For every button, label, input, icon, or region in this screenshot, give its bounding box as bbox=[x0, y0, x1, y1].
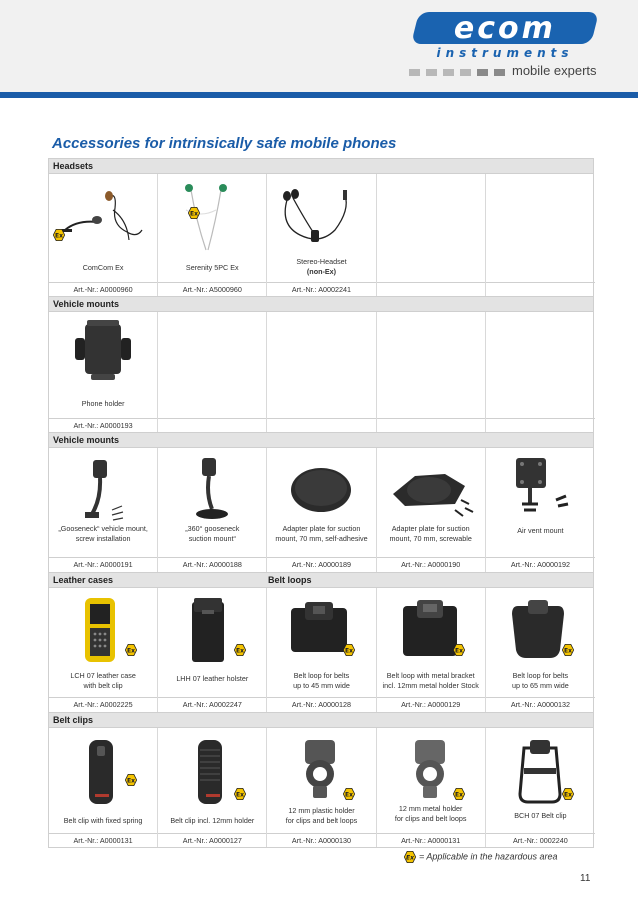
ex-icon bbox=[343, 644, 355, 656]
ecom-logo bbox=[415, 12, 595, 58]
empty-cell bbox=[486, 312, 595, 432]
empty-cell bbox=[377, 174, 486, 296]
product-12mm-metal-holder bbox=[377, 728, 486, 847]
product-bch07-belt-clip bbox=[486, 728, 595, 847]
article-number: Art.-Nr.: A0000188 bbox=[182, 560, 242, 569]
logo-sub: instruments bbox=[436, 46, 574, 60]
adapter-plate-image bbox=[385, 454, 477, 526]
product-name: „360° gooseneck suction mount“ bbox=[185, 524, 240, 543]
empty-cell bbox=[158, 312, 267, 432]
product-name: Belt clip with fixed spring bbox=[63, 816, 143, 825]
product-lch07-leather-case bbox=[49, 588, 158, 712]
tagline: mobile experts bbox=[512, 63, 597, 78]
phone-holder-image bbox=[57, 318, 149, 390]
empty-cell bbox=[267, 312, 376, 432]
product-air-vent-mount bbox=[486, 448, 595, 572]
product-belt-clip-fixed-spring bbox=[49, 728, 158, 847]
product-adapter-self-adhesive bbox=[267, 448, 376, 572]
ex-icon bbox=[234, 788, 246, 800]
section-label: Headsets bbox=[53, 161, 94, 171]
ex-icon bbox=[453, 644, 465, 656]
product-360-gooseneck bbox=[158, 448, 267, 572]
article-number: Art.-Nr.: A0000132 bbox=[510, 700, 570, 709]
header-rule bbox=[0, 92, 638, 98]
article-number: Art.-Nr.: A0002225 bbox=[73, 700, 133, 709]
product-name: Adapter plate for suction mount, 70 mm, screwable bbox=[389, 524, 472, 543]
section-headsets bbox=[48, 158, 594, 174]
product-belt-loop-65 bbox=[486, 588, 595, 712]
ex-icon bbox=[562, 644, 574, 656]
empty-cell bbox=[486, 174, 595, 296]
product-comcom-ex bbox=[49, 174, 158, 296]
product-name: 12 mm metal holder for clips and belt loops bbox=[394, 804, 467, 823]
article-number: Art.-Nr.: A0000191 bbox=[73, 560, 133, 569]
article-number: Art.-Nr.: A0002247 bbox=[182, 700, 242, 709]
section-vehicle-mounts bbox=[48, 432, 594, 448]
ex-icon bbox=[404, 851, 416, 863]
page-number: 11 bbox=[580, 873, 591, 884]
product-belt-loop-metal-bracket bbox=[377, 588, 486, 712]
row-vehicle-mounts-1 bbox=[48, 312, 594, 432]
product-belt-loop-45 bbox=[267, 588, 376, 712]
product-name: ComCom Ex bbox=[82, 263, 124, 272]
article-number: Art.-Nr.: A0000127 bbox=[182, 836, 242, 845]
article-number: Art.-Nr.: A0000192 bbox=[510, 560, 570, 569]
product-name: Serenity 5PC Ex bbox=[185, 263, 239, 272]
product-lhh07-leather-holster bbox=[158, 588, 267, 712]
ex-icon bbox=[125, 644, 137, 656]
row-headsets bbox=[48, 174, 594, 296]
logo-word: ecom bbox=[453, 11, 556, 46]
section-label: Vehicle mounts bbox=[53, 435, 120, 445]
product-name: Adapter plate for suction mount, 70 mm, self-adhesive bbox=[275, 524, 368, 543]
product-phone-holder bbox=[49, 312, 158, 432]
air-vent-mount-image bbox=[494, 454, 586, 526]
product-name: Stereo-Headset (non-Ex) bbox=[296, 257, 347, 276]
empty-cell bbox=[377, 312, 486, 432]
ex-legend bbox=[404, 851, 558, 863]
belt-clip-image bbox=[57, 734, 149, 806]
ex-icon bbox=[188, 207, 200, 219]
gooseneck-image bbox=[57, 454, 149, 526]
product-name: Belt loop for belts up to 45 mm wide bbox=[293, 671, 350, 690]
article-number: Art.-Nr.: A0000128 bbox=[291, 700, 352, 709]
headset-image bbox=[57, 180, 149, 252]
decorative-squares bbox=[409, 69, 505, 77]
section-label: Leather cases bbox=[53, 575, 114, 585]
section-label: Vehicle mounts bbox=[53, 299, 120, 309]
section-label: Belt clips bbox=[53, 715, 94, 725]
page-title: Accessories for intrinsically safe mobile phones bbox=[52, 135, 397, 152]
product-belt-clip-12mm bbox=[158, 728, 267, 847]
article-number: Art.-Nr.: A0000131 bbox=[73, 836, 133, 845]
headset-image bbox=[166, 180, 258, 252]
article-number: Art.-Nr.: A0000190 bbox=[401, 560, 461, 569]
article-number: Art.-Nr.: A0000131 bbox=[401, 836, 461, 845]
product-name: LHH 07 leather holster bbox=[176, 674, 249, 683]
product-name: Phone holder bbox=[81, 399, 125, 408]
product-adapter-screwable bbox=[377, 448, 486, 572]
article-number: Art.-Nr.: A0000129 bbox=[401, 700, 461, 709]
product-serenity-5pc-ex bbox=[158, 174, 267, 296]
section-vehicle-mounts bbox=[48, 296, 594, 312]
row-belt-clips bbox=[48, 728, 594, 848]
article-number: Art.-Nr.: A5000960 bbox=[182, 285, 242, 294]
ex-icon bbox=[234, 644, 246, 656]
section-belt-clips bbox=[48, 712, 594, 728]
section-label: Belt loops bbox=[268, 575, 312, 585]
product-name: Air vent mount bbox=[517, 526, 564, 535]
ex-icon bbox=[562, 788, 574, 800]
ex-icon bbox=[53, 229, 65, 241]
product-12mm-plastic-holder bbox=[267, 728, 376, 847]
headset-image bbox=[275, 180, 367, 252]
section-leather-cases-belt-loops bbox=[48, 572, 594, 588]
adapter-plate-image bbox=[275, 454, 367, 526]
product-name: Belt clip incl. 12mm holder bbox=[170, 816, 255, 825]
article-number: Art.-Nr.: A0000960 bbox=[73, 285, 133, 294]
product-name: „Gooseneck“ vehicle mount, screw installation bbox=[58, 524, 148, 543]
product-name: BCH 07 Belt clip bbox=[514, 811, 567, 820]
article-number: Art.-Nr.: A0000189 bbox=[291, 560, 352, 569]
article-number: Art.-Nr.: 0002240 bbox=[513, 836, 568, 845]
ex-icon bbox=[453, 788, 465, 800]
article-number: Art.-Nr.: A0002241 bbox=[291, 285, 352, 294]
product-name: Belt loop for belts up to 65 mm wide bbox=[512, 671, 569, 690]
product-gooseneck-mount bbox=[49, 448, 158, 572]
product-name: 12 mm plastic holder for clips and belt loops bbox=[285, 806, 358, 825]
article-number: Art.-Nr.: A0000193 bbox=[73, 421, 133, 430]
ex-icon bbox=[125, 774, 137, 786]
product-name: Belt loop with metal bracket incl. 12mm metal holder Stock bbox=[382, 671, 479, 690]
row-cases-loops bbox=[48, 588, 594, 712]
suction-mount-image bbox=[166, 454, 258, 526]
product-name: LCH 07 leather case with belt clip bbox=[70, 671, 136, 690]
ex-icon bbox=[343, 788, 355, 800]
legend-text: = Applicable in the hazardous area bbox=[419, 851, 558, 862]
article-number: Art.-Nr.: A0000130 bbox=[291, 836, 352, 845]
row-vehicle-mounts-2 bbox=[48, 448, 594, 572]
product-stereo-headset bbox=[267, 174, 376, 296]
